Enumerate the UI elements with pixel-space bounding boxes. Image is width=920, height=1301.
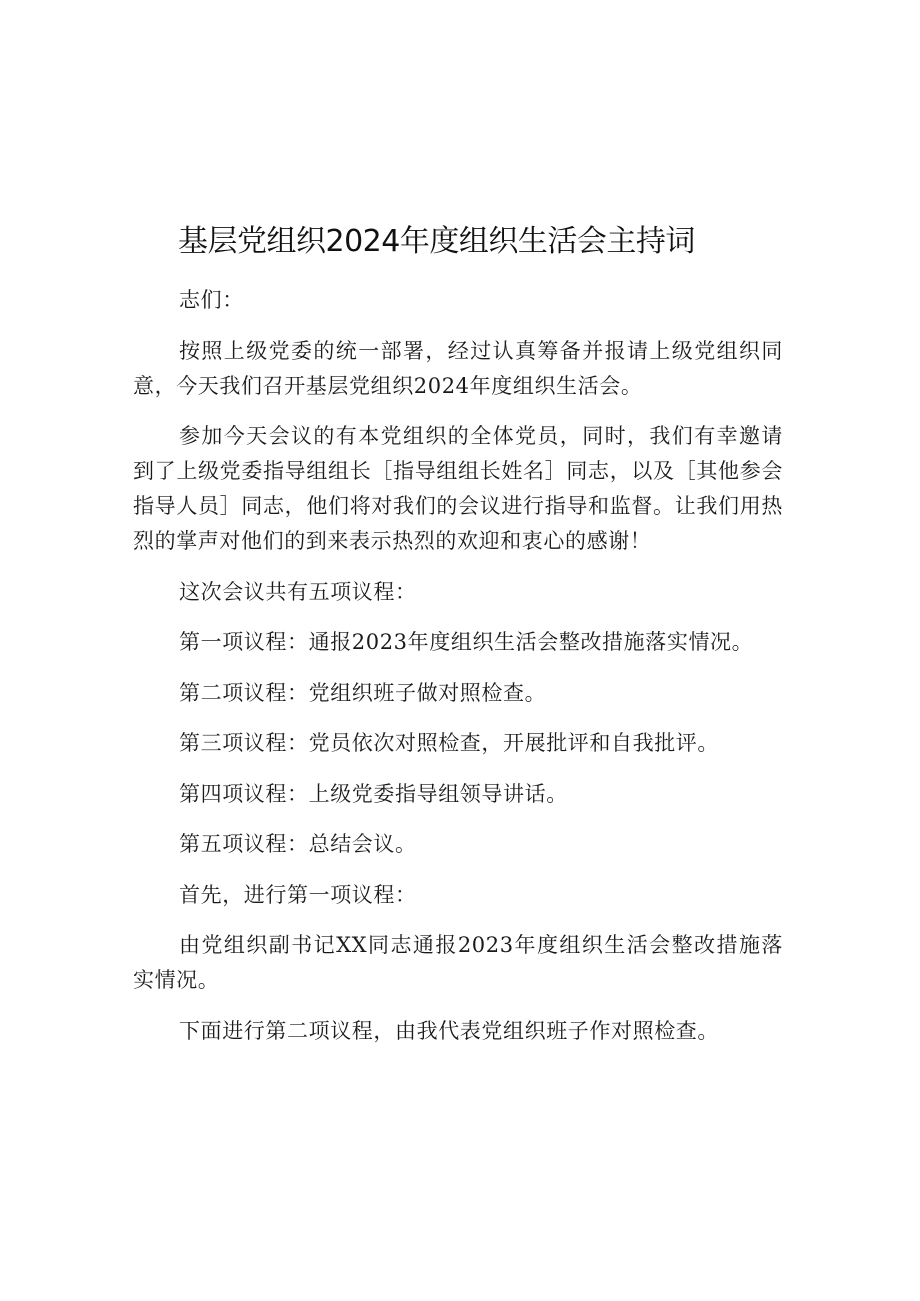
- paragraph-first-item-report: 由党组织副书记XX同志通报2023年度组织生活会整改措施落实情况。: [133, 933, 783, 992]
- paragraph-salutation: 志们：: [179, 288, 244, 312]
- paragraph-agenda-intro: 这次会议共有五项议程：: [179, 579, 417, 604]
- paragraph-attendees: 参加今天会议的有本党组织的全体党员，同时，我们有幸邀请到了上级党委指导组组长［指导组组长姓名］同志，以及［其他参会指导人员］同志，他们将对我们的会议进行指导和监督。让我们用热烈的掌声对他们的到来表示热烈的欢迎和衷心的感谢！: [133, 424, 783, 553]
- agenda-item-5: 第五项议程：总结会议。: [179, 832, 417, 856]
- paragraph-opening: 按照上级党委的统一部署，经过认真筹备并报请上级党组织同意，今天我们召开基层党组织2024年度组织生活会。: [133, 338, 783, 398]
- paragraph-second-item-start: 下面进行第二项议程，由我代表党组织班子作对照检查。: [179, 1018, 719, 1043]
- document-title: 基层党组织2024年度组织生活会主持词: [178, 224, 695, 259]
- agenda-item-2: 第二项议程：党组织班子做对照检查。: [179, 680, 547, 705]
- document-body: [133, 283, 783, 1064]
- agenda-item-4: 第四项议程：上级党委指导组领导讲话。: [179, 781, 568, 806]
- agenda-item-3: 第三项议程：党员依次对照检查，开展批评和自我批评。: [179, 731, 719, 755]
- paragraph-first-item-start: 首先，进行第一项议程：: [179, 882, 417, 907]
- agenda-item-1: 第一项议程：通报2023年度组织生活会整改措施落实情况。: [179, 630, 754, 654]
